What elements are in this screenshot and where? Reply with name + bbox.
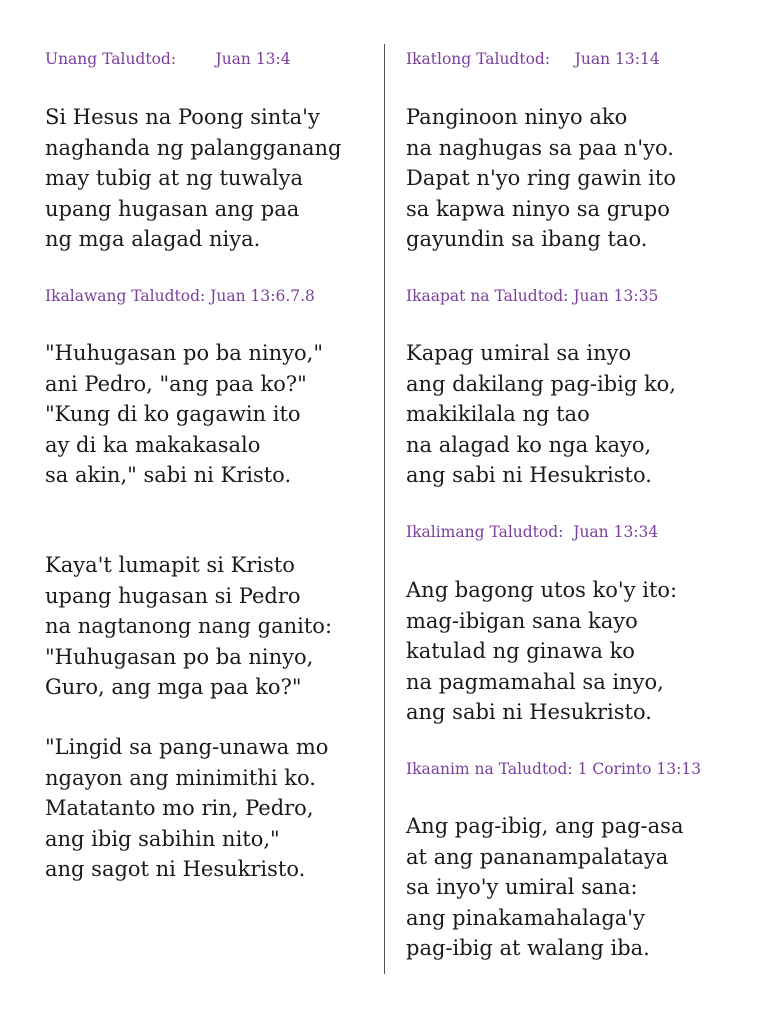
verse-heading: Ikalawang Taludtod: Juan 13:6.7.8 [45,287,315,305]
verse-line: naghanda ng palangganang [45,135,342,160]
verse-line: pag-ibig at walang iba. [406,936,650,960]
verse-stanza [406,338,676,491]
verse-line: ang ibig sabihin nito," [45,826,280,851]
verse-line: Kapag umiral sa inyo [406,341,632,365]
verse-line: upang hugasan ang paa [45,196,300,221]
verse-stanza [45,550,332,703]
verse-line: makikilala ng tao [406,402,590,426]
verse-line: sa inyo'y umiral sana: [406,875,638,899]
verse-line: "Huhugasan po ba ninyo," [45,341,324,365]
verse-line: sa kapwa ninyo sa grupo [406,196,670,221]
verse-line: ay di ka makakasalo [45,432,261,457]
verse-line: at ang pananampalataya [406,844,669,869]
verse-heading: Ikatlong Taludtod: Juan 13:14 [406,50,660,68]
verse-stanza [406,811,683,964]
verse-line: katulad ng ginawa ko [406,639,635,663]
verse-stanza [406,575,677,728]
verse-line: na nagtanong nang ganito: [45,614,333,638]
verse-line: na naghugas sa paa n'yo. [406,135,674,160]
verse-stanza [45,338,323,491]
verse-line: upang hugasan si Pedro [45,583,301,608]
verse-line: Ang pag-ibig, ang pag-asa [406,814,684,838]
verse-heading: Unang Taludtod: Juan 13:4 [45,50,291,68]
verse-line: ang sagot ni Hesukristo. [45,857,306,881]
verse-line: gayundin sa ibang tao. [406,227,648,251]
verse-line: ang sabi ni Hesukristo. [406,700,652,724]
verse-line: ang sabi ni Hesukristo. [406,463,652,487]
verse-line: Dapat n'yo ring gawin ito [406,166,676,190]
verse-line: ang dakilang pag-ibig ko, [406,371,676,396]
verse-line: mag-ibigan sana kayo [406,608,638,633]
verse-stanza [45,102,341,255]
verse-heading: Ikalimang Taludtod: Juan 13:34 [406,523,659,541]
verse-line: "Huhugasan po ba ninyo, [45,644,314,669]
column-divider [384,44,385,974]
verse-line: na pagmamahal sa inyo, [406,669,664,694]
verse-line: "Kung di ko gagawin ito [45,402,301,426]
verse-stanza [45,732,328,885]
verse-line: Panginoon ninyo ako [406,105,628,129]
verse-heading: Ikaanim na Taludtod: 1 Corinto 13:13 [406,760,702,778]
verse-line: "Lingid sa pang-unawa mo [45,735,329,759]
verse-line: ani Pedro, "ang paa ko?" [45,371,307,396]
verse-stanza [406,102,676,255]
verse-line: Guro, ang mga paa ko?" [45,675,302,699]
verse-line: Matatanto mo rin, Pedro, [45,796,314,820]
verse-line: ngayon ang minimithi ko. [45,765,316,790]
verse-line: sa akin," sabi ni Kristo. [45,463,292,487]
verse-line: Ang bagong utos ko'y ito: [406,578,678,602]
verse-line: ang pinakamahalaga'y [406,905,645,930]
verse-line: Kaya't lumapit si Kristo [45,553,295,577]
verse-heading: Ikaapat na Taludtod: Juan 13:35 [406,287,659,305]
verse-line: may tubig at ng tuwalya [45,166,304,190]
verse-line: ng mga alagad niya. [45,227,261,251]
verse-line: Si Hesus na Poong sinta'y [45,105,320,129]
verse-line: na alagad ko nga kayo, [406,432,652,457]
